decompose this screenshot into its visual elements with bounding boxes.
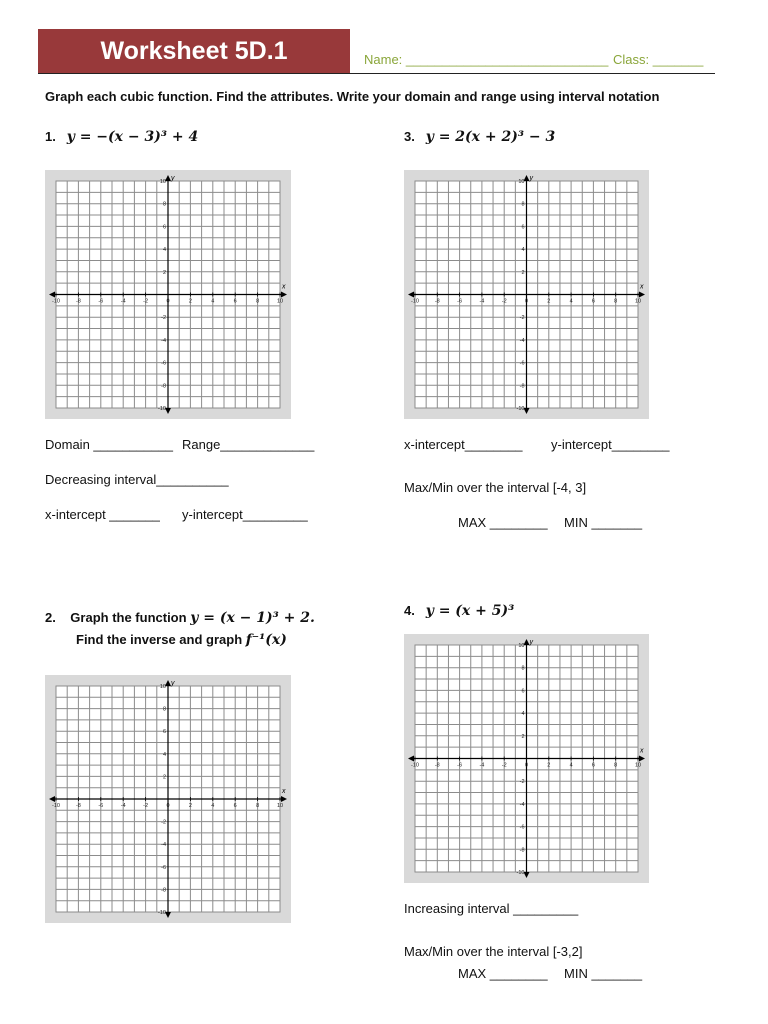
x-tick-label: 10 bbox=[634, 762, 642, 769]
x-tick-label: 4 bbox=[211, 803, 215, 809]
x-tick-label: 2 bbox=[188, 298, 192, 305]
y-tick-label: 6 bbox=[521, 224, 525, 231]
instructions: Graph each cubic function. Find the attributes. Write your domain and range using interval notation bbox=[45, 89, 660, 104]
y-tick-label: 6 bbox=[162, 224, 166, 231]
name-field-label: Name: ____________________________ bbox=[364, 52, 609, 67]
coordinate-grid-3[interactable] bbox=[404, 170, 649, 419]
problem-3-equation: y = 2(x + 2)³ − 3 bbox=[425, 129, 556, 145]
x-tick-label: 10 bbox=[276, 298, 284, 305]
y-tick-label: -2 bbox=[161, 819, 166, 826]
problem-2-subheading bbox=[76, 632, 287, 648]
y-intercept-field: y-intercept________ bbox=[551, 437, 670, 452]
x-tick-label: 0 bbox=[524, 298, 529, 305]
min-field: MIN _______ bbox=[564, 966, 643, 981]
x-axis-label: x bbox=[282, 283, 286, 291]
y-tick-label: 10 bbox=[518, 179, 525, 185]
class-field-label: Class: _______ bbox=[613, 52, 704, 67]
arrow-right-icon bbox=[639, 756, 645, 762]
problem-3-number: 3. bbox=[404, 129, 415, 144]
coordinate-grid-2[interactable] bbox=[45, 675, 291, 923]
domain-field: Domain ___________ bbox=[45, 437, 173, 452]
x-tick-label: 2 bbox=[547, 762, 551, 769]
max-field: MAX ________ bbox=[458, 966, 548, 981]
x-tick-label: -6 bbox=[457, 762, 463, 769]
problem-4-equation: y = (x + 5)³ bbox=[425, 603, 515, 619]
x-tick-label: -10 bbox=[411, 298, 419, 305]
problem-2-equation: y = (x − 1)³ + 2. bbox=[190, 610, 315, 626]
header-divider bbox=[38, 73, 715, 74]
problem-1-number: 1. bbox=[45, 129, 56, 144]
y-tick-label: -6 bbox=[161, 864, 166, 871]
x-tick-label: -10 bbox=[52, 803, 60, 809]
x-tick-label: 6 bbox=[591, 762, 595, 769]
problem-4-heading bbox=[404, 603, 514, 619]
arrow-left-icon bbox=[49, 796, 55, 802]
x-tick-label: 8 bbox=[614, 762, 618, 769]
y-tick-label: 4 bbox=[162, 247, 166, 254]
x-tick-label: -2 bbox=[501, 298, 507, 305]
x-tick-label: 2 bbox=[547, 298, 551, 305]
y-tick-label: 4 bbox=[521, 711, 525, 718]
x-tick-label: 0 bbox=[524, 762, 529, 769]
range-field: Range_____________ bbox=[182, 437, 315, 452]
max-min-interval-label: Max/Min over the interval [-3,2] bbox=[404, 944, 583, 959]
x-tick-label: 4 bbox=[211, 298, 215, 305]
coordinate-grid-4[interactable] bbox=[404, 634, 649, 883]
x-tick-label: -2 bbox=[501, 762, 507, 769]
y-tick-label: -2 bbox=[519, 315, 525, 322]
y-tick-label: -4 bbox=[519, 801, 525, 808]
y-tick-label: 4 bbox=[162, 751, 166, 758]
x-tick-label: 4 bbox=[569, 298, 573, 305]
x-tick-label: 8 bbox=[256, 803, 260, 809]
arrow-right-icon bbox=[639, 292, 645, 298]
x-tick-label: -6 bbox=[98, 298, 104, 305]
x-tick-label: -4 bbox=[479, 762, 485, 769]
arrow-left-icon bbox=[408, 292, 414, 298]
y-tick-label: 2 bbox=[521, 269, 525, 276]
x-tick-label: -6 bbox=[98, 803, 104, 809]
x-tick-label: -2 bbox=[143, 803, 149, 809]
y-tick-label: -4 bbox=[519, 337, 525, 344]
arrow-left-icon bbox=[408, 756, 414, 762]
increasing-interval-field: Increasing interval _________ bbox=[404, 901, 579, 916]
y-tick-label: 2 bbox=[521, 733, 525, 740]
x-tick-label: -10 bbox=[52, 298, 60, 305]
x-tick-label: 6 bbox=[591, 298, 595, 305]
problem-4-number: 4. bbox=[404, 603, 415, 618]
y-tick-label: -4 bbox=[161, 842, 166, 849]
x-tick-label: 8 bbox=[256, 298, 260, 305]
y-intercept-field: y-intercept_________ bbox=[182, 507, 308, 522]
x-tick-label: -4 bbox=[479, 298, 485, 305]
y-tick-label: 8 bbox=[521, 665, 525, 672]
arrow-left-icon bbox=[49, 292, 55, 298]
y-tick-label: -8 bbox=[519, 383, 525, 390]
coordinate-grid-1[interactable] bbox=[45, 170, 291, 419]
x-tick-label: -10 bbox=[411, 762, 419, 769]
x-tick-label: 8 bbox=[614, 298, 618, 305]
y-tick-label: -10 bbox=[158, 406, 166, 412]
y-axis-label: y bbox=[171, 175, 175, 182]
y-tick-label: -8 bbox=[161, 383, 166, 390]
problem-1-equation: y = −(x − 3)³ + 4 bbox=[66, 129, 199, 145]
x-intercept-field: x-intercept _______ bbox=[45, 507, 160, 522]
y-tick-label: -8 bbox=[519, 847, 525, 854]
x-tick-label: -2 bbox=[143, 298, 149, 305]
max-min-interval-label: Max/Min over the interval [-4, 3] bbox=[404, 480, 587, 495]
x-axis-label: x bbox=[282, 788, 286, 795]
max-field: MAX ________ bbox=[458, 515, 548, 530]
x-tick-label: -4 bbox=[120, 298, 126, 305]
x-tick-label: 0 bbox=[166, 803, 170, 809]
x-tick-label: 4 bbox=[569, 762, 573, 769]
y-tick-label: 10 bbox=[518, 643, 525, 649]
problem-2-number: 2. bbox=[45, 610, 56, 625]
y-tick-label: -4 bbox=[161, 337, 166, 344]
y-tick-label: 8 bbox=[162, 201, 166, 208]
x-axis-label: x bbox=[640, 747, 644, 755]
x-tick-label: -8 bbox=[434, 762, 440, 769]
y-tick-label: 6 bbox=[521, 688, 525, 695]
x-tick-label: -8 bbox=[75, 803, 81, 809]
problem-1-heading bbox=[45, 129, 198, 145]
min-field: MIN _______ bbox=[564, 515, 643, 530]
worksheet-title: Worksheet 5D.1 bbox=[38, 29, 350, 74]
y-tick-label: -10 bbox=[158, 910, 166, 916]
x-tick-label: -6 bbox=[457, 298, 463, 305]
x-tick-label: 6 bbox=[233, 803, 237, 809]
problem-2-inverse: f⁻¹(x) bbox=[245, 632, 287, 648]
y-tick-label: 8 bbox=[521, 201, 525, 208]
y-axis-label: y bbox=[529, 175, 533, 182]
y-tick-label: 2 bbox=[162, 269, 166, 276]
problem-3-heading bbox=[404, 129, 555, 145]
x-tick-label: 2 bbox=[188, 803, 192, 809]
x-axis-label: x bbox=[640, 283, 644, 291]
y-tick-label: 10 bbox=[159, 179, 166, 185]
y-tick-label: -10 bbox=[516, 406, 525, 412]
decreasing-interval-field: Decreasing interval__________ bbox=[45, 472, 229, 487]
x-tick-label: 6 bbox=[233, 298, 237, 305]
y-tick-label: -6 bbox=[519, 360, 525, 367]
x-tick-label: 10 bbox=[634, 298, 642, 305]
y-axis-label: y bbox=[171, 680, 175, 687]
arrow-right-icon bbox=[281, 796, 287, 802]
x-tick-label: 10 bbox=[276, 803, 284, 809]
problem-2-heading bbox=[45, 610, 315, 626]
y-tick-label: -10 bbox=[516, 870, 525, 876]
y-tick-label: -6 bbox=[519, 824, 525, 831]
y-tick-label: -2 bbox=[161, 315, 166, 322]
arrow-right-icon bbox=[281, 292, 287, 298]
x-tick-label: 0 bbox=[166, 298, 170, 305]
y-tick-label: 10 bbox=[159, 684, 166, 690]
y-tick-label: -6 bbox=[161, 360, 166, 367]
x-tick-label: -4 bbox=[120, 803, 126, 809]
y-tick-label: -8 bbox=[161, 887, 166, 894]
y-tick-label: 8 bbox=[162, 706, 166, 713]
y-tick-label: -2 bbox=[519, 779, 525, 786]
x-tick-label: -8 bbox=[75, 298, 81, 305]
y-tick-label: 4 bbox=[521, 247, 525, 254]
problem-2-line2: Find the inverse and graph bbox=[76, 632, 243, 647]
y-tick-label: 2 bbox=[162, 774, 166, 781]
y-axis-label: y bbox=[529, 639, 533, 646]
x-tick-label: -8 bbox=[434, 298, 440, 305]
problem-2-line1: Graph the function bbox=[70, 610, 187, 625]
y-tick-label: 6 bbox=[162, 729, 166, 736]
x-intercept-field: x-intercept________ bbox=[404, 437, 523, 452]
